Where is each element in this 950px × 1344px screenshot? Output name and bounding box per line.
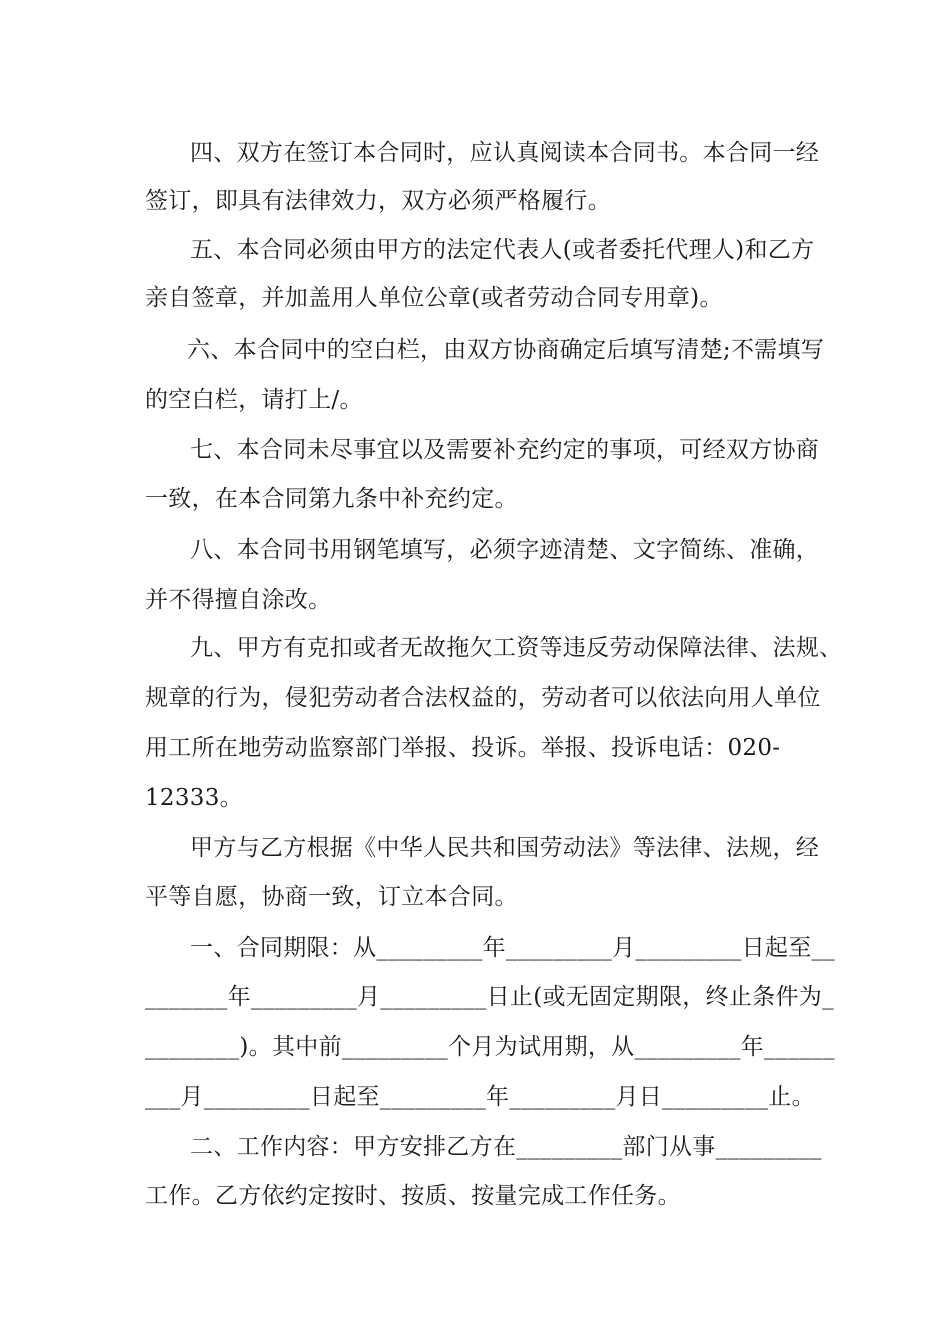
term-line-3: ________)。其中前_________个月为试用期，从_________年______: [145, 1034, 835, 1060]
clause-5-line-1: 五、本合同必须由甲方的法定代表人(或者委托代理人)和乙方: [190, 237, 815, 263]
preamble-line-2: 平等自愿，协商一致，订立本合同。: [145, 884, 518, 910]
clause-9-line-4: 12333。: [145, 785, 243, 811]
term-line-1: 一、合同期限：从_________年_________月_________日起至__: [190, 935, 836, 961]
preamble-line-1: 甲方与乙方根据《中华人民共和国劳动法》等法律、法规，经: [190, 835, 820, 861]
clause-7-line-1: 七、本合同未尽事宜以及需要补充约定的事项，可经双方协商: [190, 437, 820, 463]
clause-7-line-2: 一致，在本合同第九条中补充约定。: [145, 486, 518, 512]
clause-9-line-3: 用工所在地劳动监察部门举报、投诉。举报、投诉电话：020-: [145, 735, 781, 761]
clause-5-line-2: 亲自签章，并加盖用人单位公章(或者劳动合同专用章)。: [145, 285, 723, 311]
clause-6-line-1: 六、本合同中的空白栏，由双方协商确定后填写清楚;不需填写: [187, 337, 825, 363]
clause-8-line-1: 八、本合同书用钢笔填写，必须字迹清楚、文字简练、准确，: [190, 537, 820, 563]
clause-4-line-1: 四、双方在签订本合同时，应认真阅读本合同书。本合同一经: [190, 140, 820, 166]
work-line-2: 工作。乙方依约定按时、按质、按量完成工作任务。: [145, 1183, 681, 1209]
term-line-2: _______年_________月_________日止(或无固定期限，终止条件为_: [145, 984, 834, 1010]
clause-6-line-2: 的空白栏，请打上/。: [145, 387, 363, 413]
clause-8-line-2: 并不得擅自涂改。: [145, 587, 332, 613]
term-line-4: ___月_________日起至_________年_________月日_________止。: [145, 1084, 815, 1110]
clause-9-line-1: 九、甲方有克扣或者无故拖欠工资等违反劳动保障法律、法规、: [190, 635, 843, 661]
clause-4-line-2: 签订，即具有法律效力，双方必须严格履行。: [145, 188, 611, 214]
clause-9-line-2: 规章的行为，侵犯劳动者合法权益的，劳动者可以依法向用人单位: [145, 685, 821, 711]
work-line-1: 二、工作内容：甲方安排乙方在_________部门从事_________: [190, 1134, 822, 1160]
